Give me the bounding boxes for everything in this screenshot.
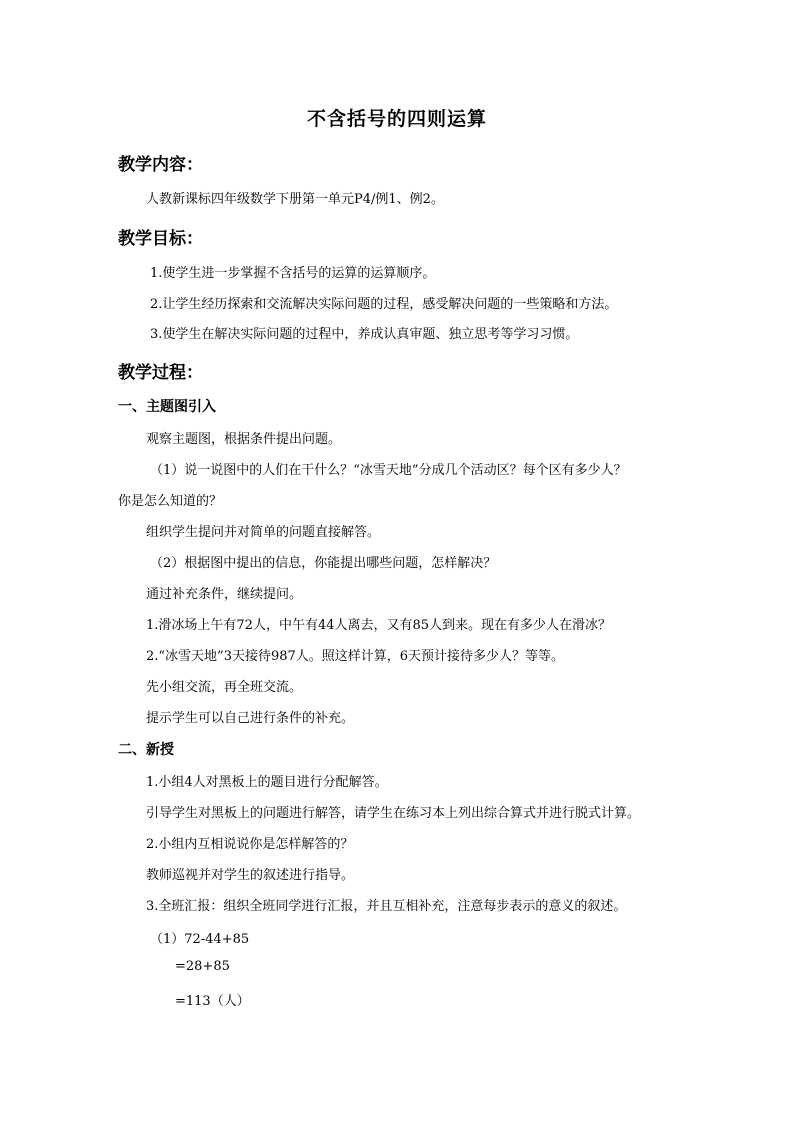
paragraph: 2.小组内互相说说你是怎样解答的？ [146,837,354,852]
goal-item: 3.使学生在解决实际问题的过程中，养成认真审题、独立思考等学习习惯。 [150,327,579,342]
paragraph: 你是怎么知道的？ [118,494,223,509]
paragraph: 提示学生可以自己进行条件的补充。 [146,711,355,726]
equation-line: =113（人） [175,994,250,1009]
paragraph: 先小组交流，再全班交流。 [146,680,303,695]
goal-item: 1.使学生进一步掌握不含括号的运算的运算顺序。 [150,266,436,281]
document-title: 不含括号的四则运算 [306,108,487,130]
paragraph: 观察主题图，根据条件提出问题。 [146,432,342,447]
paragraph: （2）根据图中提出的信息，你能提出哪些问题，怎样解决？ [150,556,497,571]
goals-heading: 教学目标： [118,229,203,249]
paragraph: 2.“冰雪天地”3天接待987人。照这样计算，6天预计接待多少人？等等。 [146,649,565,664]
equation-line: （1）72-44+85 [150,932,250,947]
part2-heading: 二、新授 [118,742,174,758]
content-text: 人教新课标四年级数学下册第一单元P4/例1、例2。 [146,192,444,207]
content-heading: 教学内容： [118,155,203,175]
equation-line: =28+85 [175,959,230,974]
paragraph: 引导学生对黑板上的问题进行解答，请学生在练习本上列出综合算式并进行脱式计算。 [146,806,641,821]
paragraph: 3.全班汇报：组织全班同学进行汇报，并且互相补充，注意每步表示的意义的叙述。 [146,899,627,914]
part1-heading: 一、主题图引入 [118,399,216,415]
paragraph: 教师巡视并对学生的叙述进行指导。 [146,868,355,883]
goal-item: 2.让学生经历探索和交流解决实际问题的过程，感受解决问题的一些策略和方法。 [150,297,618,312]
process-heading: 教学过程： [118,363,203,383]
paragraph: 组织学生提问并对简单的问题直接解答。 [146,525,381,540]
paragraph: （1）说一说图中的人们在干什么？“冰雪天地”分成几个活动区？每个区有多少人？ [150,463,627,478]
paragraph: 通过补充条件，继续提问。 [146,587,303,602]
paragraph: 1.滑冰场上午有72人，中午有44人离去，又有85人到来。现在有多少人在滑冰？ [146,618,612,633]
paragraph: 1.小组4人对黑板上的题目进行分配解答。 [146,775,388,790]
